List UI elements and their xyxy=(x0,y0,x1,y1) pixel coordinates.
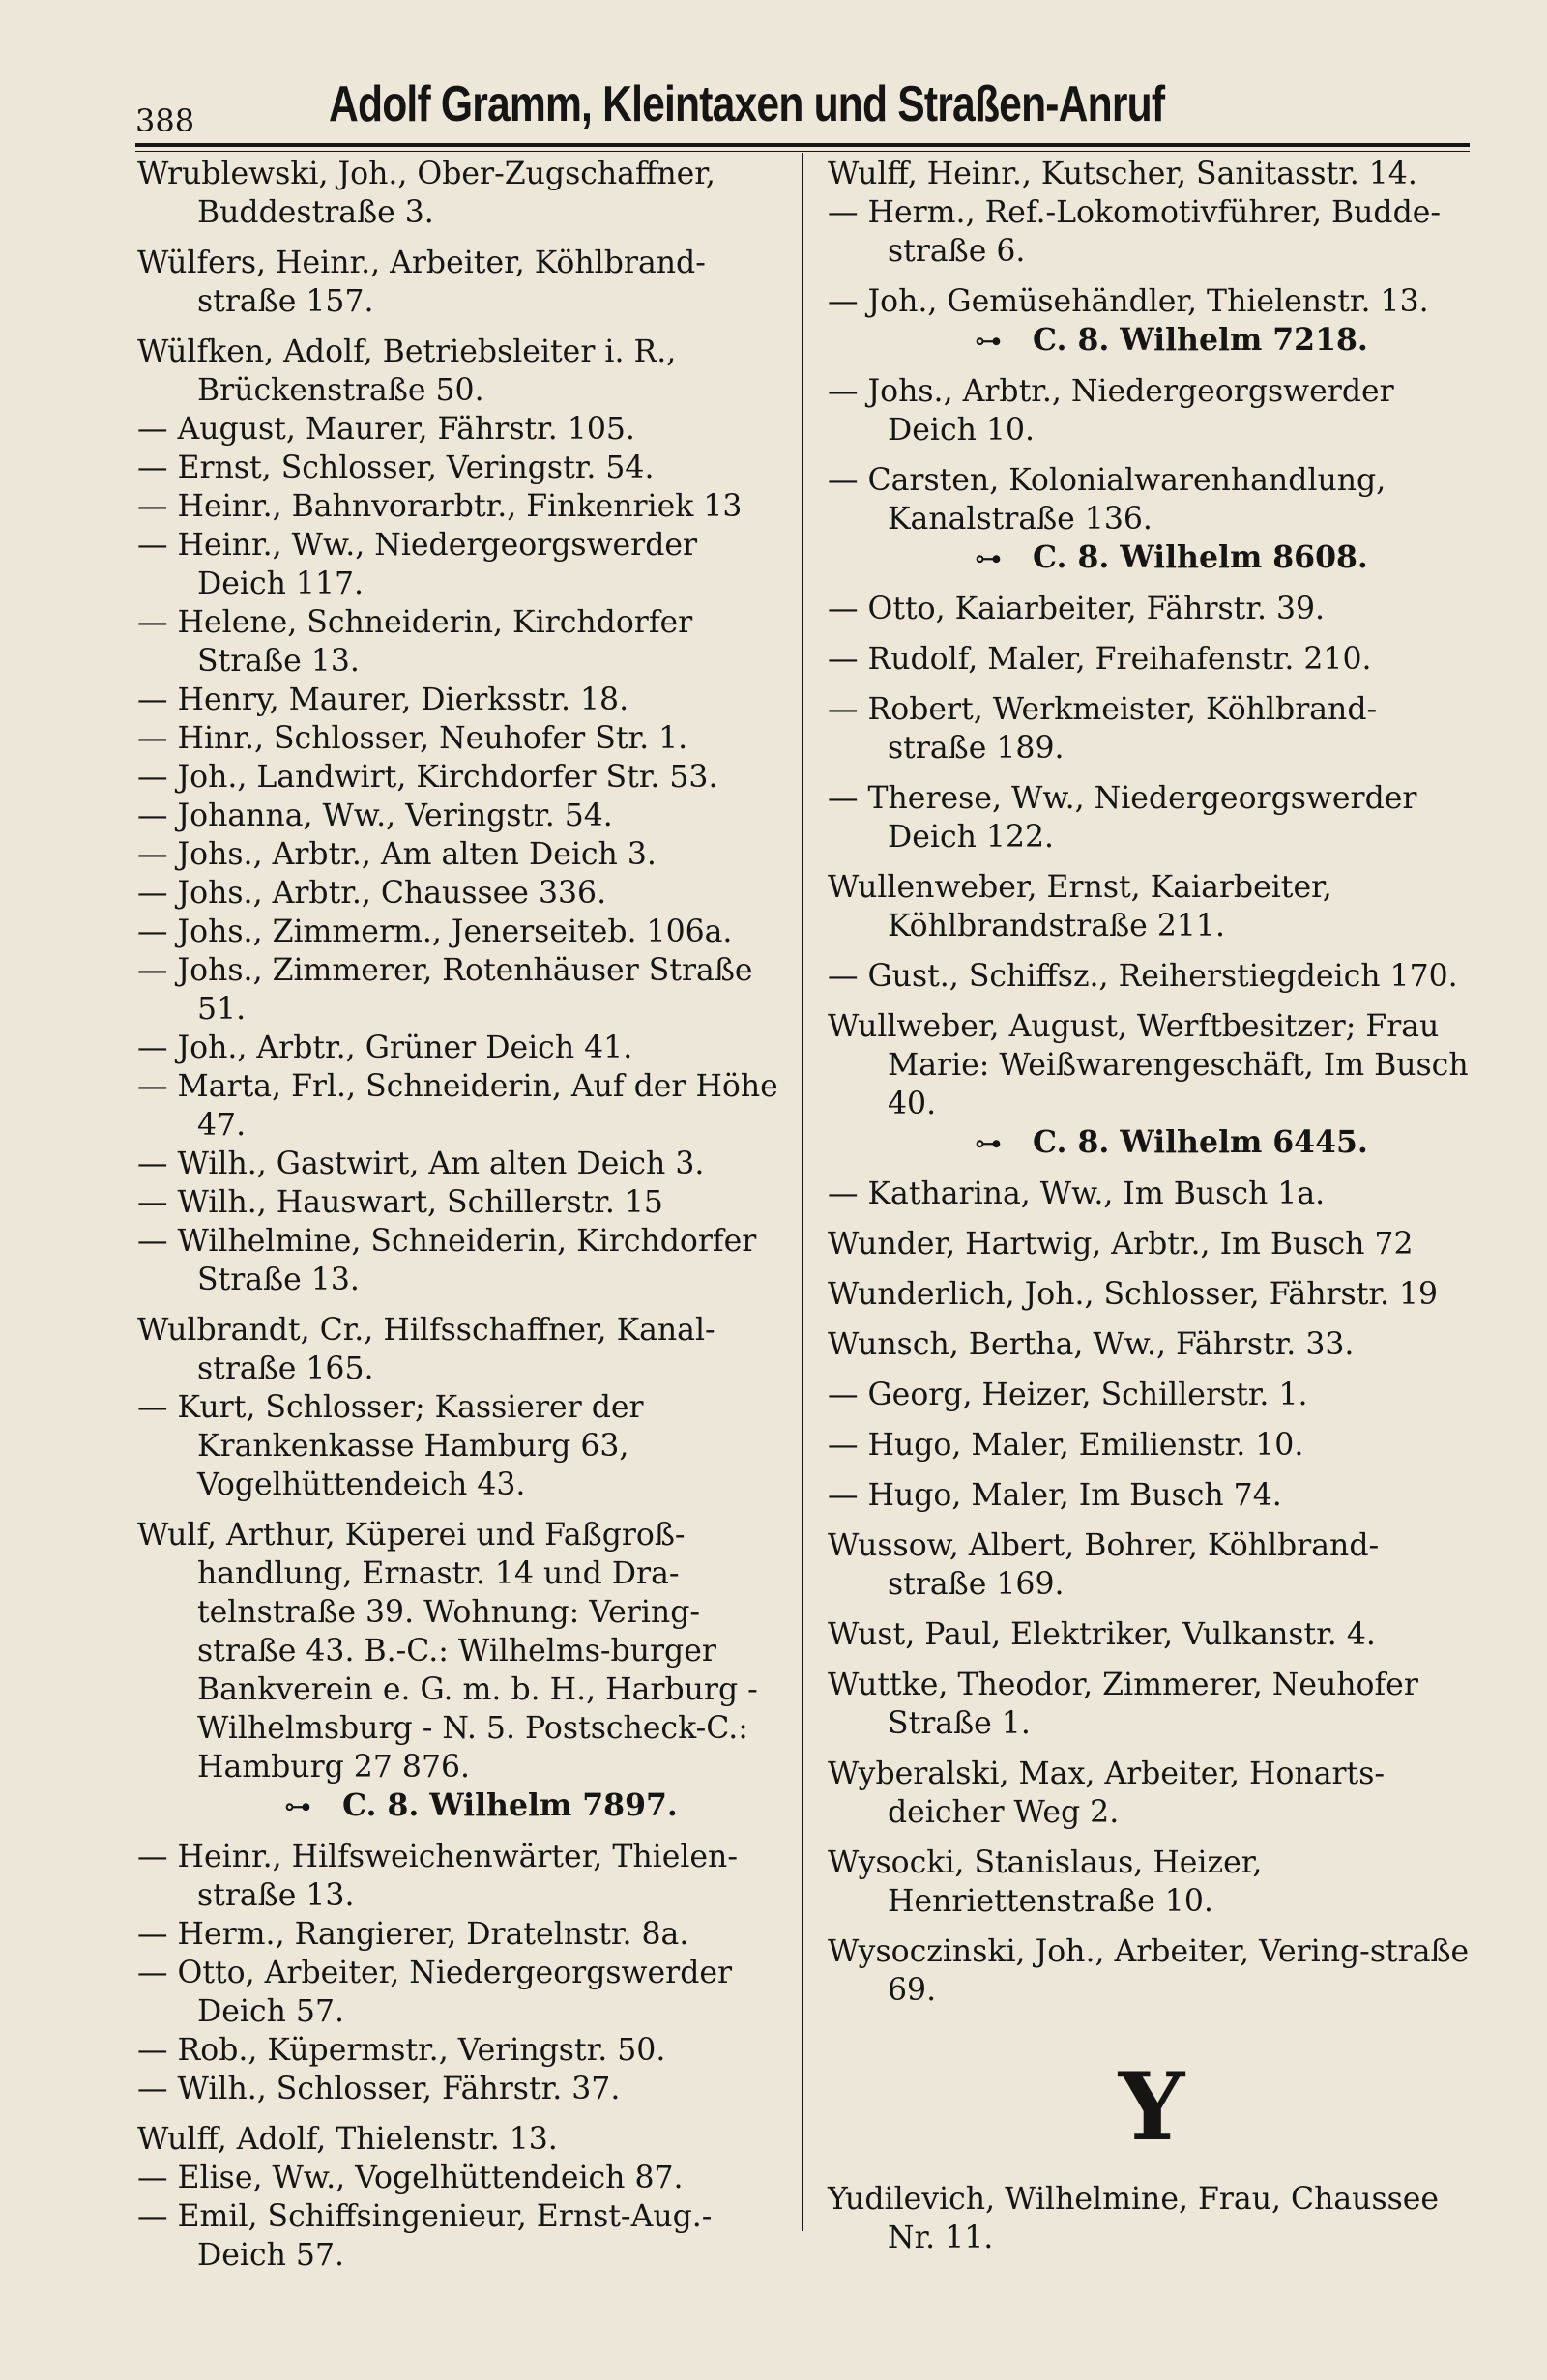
directory-entry xyxy=(137,1183,785,1222)
entry-text: — Hugo, Maler, Emilienstr. 10. xyxy=(828,1428,1304,1463)
directory-entry xyxy=(137,1954,785,2031)
directory-entry xyxy=(137,758,785,797)
directory-entry xyxy=(828,868,1475,945)
entry-text: — Johanna, Ww., Veringstr. 54. xyxy=(137,798,613,833)
entry-text: — Gust., Schiffsz., Reiherstiegdeich 170. xyxy=(828,959,1458,994)
page-header xyxy=(135,70,1470,147)
directory-entry xyxy=(828,1526,1475,1604)
directory-entry xyxy=(137,835,785,874)
telephone-icon: ⊶ xyxy=(975,1127,1002,1159)
directory-entry xyxy=(137,155,785,232)
right-column-entries xyxy=(828,155,1475,2010)
entry-text: — Wilh., Gastwirt, Am alten Deich 3. xyxy=(137,1146,705,1181)
directory-entry xyxy=(828,1007,1475,1163)
entry-text: — Heinr., Bahnvorarbtr., Finkenriek 13 xyxy=(137,489,743,524)
directory-entry xyxy=(137,526,785,603)
directory-entry xyxy=(137,1029,785,1067)
directory-entry xyxy=(828,1426,1475,1465)
directory-entry xyxy=(828,1755,1475,1832)
directory-entry xyxy=(828,372,1475,450)
directory-entry xyxy=(828,957,1475,996)
directory-entry xyxy=(137,1388,785,1504)
directory-entry xyxy=(137,1516,785,1826)
page-number: 388 xyxy=(135,102,195,139)
directory-entry xyxy=(828,2180,1475,2257)
directory-entry xyxy=(828,640,1475,679)
telephone-icon: ⊶ xyxy=(284,1790,311,1822)
entry-text: Wuttke, Theodor, Zimmerer, Neuhofer Straße 1. xyxy=(828,1668,1418,1741)
directory-entry xyxy=(828,193,1475,271)
entry-text: — Johs., Arbtr., Chaussee 336. xyxy=(137,876,607,911)
directory-entry xyxy=(137,244,785,321)
directory-entry xyxy=(828,1175,1475,1213)
entry-text: — Joh., Gemüsehändler, Thielenstr. 13. xyxy=(828,284,1429,319)
entry-text: — Herm., Ref.-Lokomotivführer, Budde-straße 6. xyxy=(828,195,1442,269)
entry-text: — Herm., Rangierer, Dratelnstr. 8a. xyxy=(137,1917,689,1952)
directory-entry xyxy=(828,590,1475,628)
header-rule xyxy=(135,143,1470,147)
entry-text: Wunderlich, Joh., Schlosser, Fährstr. 19 xyxy=(828,1277,1439,1312)
entry-text: — Otto, Kaiarbeiter, Fährstr. 39. xyxy=(828,592,1326,626)
entry-text: — Johs., Arbtr., Am alten Deich 3. xyxy=(137,837,657,872)
directory-entry xyxy=(137,719,785,758)
directory-entry xyxy=(137,2159,785,2197)
entry-text: — Elise, Ww., Vogelhüttendeich 87. xyxy=(137,2161,684,2195)
entry-text: — Carsten, Kolonialwarenhandlung, Kanalstraße 136. xyxy=(828,463,1386,537)
phone-number: C. 8. Wilhelm 7897. xyxy=(342,1787,678,1823)
directory-entry xyxy=(828,1843,1475,1921)
entry-text: — Henry, Maurer, Dierksstr. 18. xyxy=(137,682,629,717)
entry-text: Wulff, Heinr., Kutscher, Sanitasstr. 14. xyxy=(828,157,1417,191)
entry-text: — Kurt, Schlosser; Kassierer der Krankenkasse Hamburg 63, Vogelhüttendeich 43. xyxy=(137,1390,644,1502)
directory-entry xyxy=(828,1225,1475,1263)
column-divider xyxy=(802,153,803,2231)
directory-entry xyxy=(137,2120,785,2159)
directory-entry xyxy=(137,1915,785,1954)
header-rule-thin xyxy=(135,151,1470,152)
directory-entry xyxy=(137,2031,785,2070)
directory-entry xyxy=(137,449,785,487)
directory-entry xyxy=(828,282,1475,361)
directory-entry xyxy=(137,1311,785,1388)
entry-text: — Heinr., Hilfsweichenwärter, Thielen-straße 13. xyxy=(137,1840,738,1913)
phone-line xyxy=(888,321,1475,361)
directory-entry xyxy=(828,690,1475,768)
directory-entry xyxy=(137,1838,785,1915)
entry-text: — Hugo, Maler, Im Busch 74. xyxy=(828,1478,1282,1513)
phone-number: C. 8. Wilhelm 7218. xyxy=(1033,322,1368,358)
entry-text: Wysoczinski, Joh., Arbeiter, Vering-straße 69. xyxy=(828,1934,1470,2008)
right-column xyxy=(828,155,1475,2269)
entry-text: — Marta, Frl., Schneiderin, Auf der Höhe 47. xyxy=(137,1069,778,1143)
directory-entry xyxy=(137,797,785,835)
directory-entry xyxy=(828,1325,1475,1364)
entry-text: — Heinr., Ww., Niedergeorgswerder Deich 117. xyxy=(137,528,698,601)
directory-entry xyxy=(137,913,785,951)
directory-entry xyxy=(828,1932,1475,2010)
entry-text: — Johs., Zimmerm., Jenerseiteb. 106a. xyxy=(137,914,733,949)
directory-entry xyxy=(137,1222,785,1299)
entry-text: Wullenweber, Ernst, Kaiarbeiter, Köhlbrandstraße 211. xyxy=(828,870,1332,943)
entry-text: — Wilh., Hauswart, Schillerstr. 15 xyxy=(137,1185,663,1220)
directory-entry xyxy=(828,1275,1475,1314)
entry-text: Wulbrandt, Cr., Hilfsschaffner, Kanal-straße 165. xyxy=(137,1313,715,1386)
right-column-after-entries xyxy=(828,2180,1475,2257)
entry-text: Wunder, Hartwig, Arbtr., Im Busch 72 xyxy=(828,1227,1414,1262)
entry-text: Wulf, Arthur, Küperei und Faßgroß-handlung, Ernastr. 14 und Dra-telnstraße 39. Wohnung: Vering-straße 43. B.-C.: Wilhelms-burger Bankverein e. G. m. b. H., Harburg - Wilhelmsburg - N. 5. Postscheck-C.: Hamburg 27 876. xyxy=(137,1518,758,1785)
entry-text: — Otto, Arbeiter, Niedergeorgswerder Deich 57. xyxy=(137,1956,733,2029)
entry-text: Wülfers, Heinr., Arbeiter, Köhlbrand-straße 157. xyxy=(137,246,706,319)
entry-text: — Wilh., Schlosser, Fährstr. 37. xyxy=(137,2072,621,2106)
directory-entry xyxy=(828,779,1475,856)
entry-text: — Ernst, Schlosser, Veringstr. 54. xyxy=(137,450,655,485)
entry-text: — Joh., Arbtr., Grüner Deich 41. xyxy=(137,1030,633,1065)
directory-entry xyxy=(828,1476,1475,1515)
entry-text: — Rudolf, Maler, Freihafenstr. 210. xyxy=(828,642,1372,677)
entry-text: — Johs., Zimmerer, Rotenhäuser Straße 51. xyxy=(137,953,753,1027)
telephone-icon: ⊶ xyxy=(975,542,1002,574)
entry-text: Wrublewski, Joh., Ober-Zugschaffner, Buddestraße 3. xyxy=(137,157,715,230)
entry-text: Wysocki, Stanislaus, Heizer, Henriettenstraße 10. xyxy=(828,1845,1263,1919)
entry-text: — Katharina, Ww., Im Busch 1a. xyxy=(828,1176,1326,1211)
page-title: Adolf Gramm, Kleintaxen und Straßen-Anruf xyxy=(329,76,1165,132)
telephone-icon: ⊶ xyxy=(975,325,1002,357)
directory-entry xyxy=(137,1067,785,1145)
left-column xyxy=(137,155,785,2275)
phone-line xyxy=(888,538,1475,578)
phone-number: C. 8. Wilhelm 8608. xyxy=(1033,539,1368,575)
entry-text: — Helene, Schneiderin, Kirchdorfer Straße 13. xyxy=(137,605,693,679)
directory-entry xyxy=(828,1666,1475,1743)
phone-number: C. 8. Wilhelm 6445. xyxy=(1033,1124,1368,1160)
phone-line xyxy=(888,1123,1475,1163)
entry-text: — Emil, Schiffsingenieur, Ernst-Aug.-Deich 57. xyxy=(137,2199,713,2273)
directory-entry xyxy=(828,1615,1475,1654)
entry-text: Wullweber, August, Werftbesitzer; Frau Marie: Weißwarengeschäft, Im Busch 40. xyxy=(828,1009,1469,1121)
directory-entry xyxy=(828,461,1475,578)
entry-text: — Georg, Heizer, Schillerstr. 1. xyxy=(828,1378,1308,1412)
entry-text: Wyberalski, Max, Arbeiter, Honarts-deicher Weg 2. xyxy=(828,1756,1386,1830)
directory-entry xyxy=(828,155,1475,193)
entry-text: Wunsch, Bertha, Ww., Fährstr. 33. xyxy=(828,1327,1355,1362)
directory-entry xyxy=(137,333,785,410)
entry-text: — Johs., Arbtr., Niedergeorgswerder Deich 10. xyxy=(828,374,1394,448)
entry-text: — Hinr., Schlosser, Neuhofer Str. 1. xyxy=(137,721,688,756)
entry-text: — Joh., Landwirt, Kirchdorfer Str. 53. xyxy=(137,760,718,795)
directory-entry xyxy=(137,603,785,681)
entry-text: Wülfken, Adolf, Betriebsleiter i. R., Brückenstraße 50. xyxy=(137,334,677,408)
directory-entry xyxy=(137,681,785,719)
phone-line xyxy=(197,1786,785,1826)
entry-text: — Robert, Werkmeister, Köhlbrand-straße 189. xyxy=(828,692,1378,766)
directory-entry xyxy=(137,2197,785,2275)
entry-text: Wulff, Adolf, Thielenstr. 13. xyxy=(137,2122,558,2157)
entry-text: Yudilevich, Wilhelmine, Frau, Chaussee Nr. 11. xyxy=(828,2182,1440,2255)
directory-entry xyxy=(137,874,785,913)
directory-entry xyxy=(828,1376,1475,1414)
directory-entry xyxy=(137,2070,785,2108)
entry-text: — Wilhelmine, Schneiderin, Kirchdorfer Straße 13. xyxy=(137,1224,757,1297)
directory-entry xyxy=(137,1145,785,1183)
entry-text: — August, Maurer, Fährstr. 105. xyxy=(137,412,635,447)
entry-text: — Therese, Ww., Niedergeorgswerder Deich 122. xyxy=(828,781,1417,855)
entry-text: Wust, Paul, Elektriker, Vulkanstr. 4. xyxy=(828,1617,1376,1652)
directory-entry xyxy=(137,487,785,526)
directory-entry xyxy=(137,410,785,449)
directory-entry xyxy=(137,951,785,1029)
entry-text: Wussow, Albert, Bohrer, Köhlbrand-straße 169. xyxy=(828,1528,1380,1602)
section-letter: Y xyxy=(1118,2052,1185,2162)
entry-text: — Rob., Küpermstr., Veringstr. 50. xyxy=(137,2033,666,2068)
